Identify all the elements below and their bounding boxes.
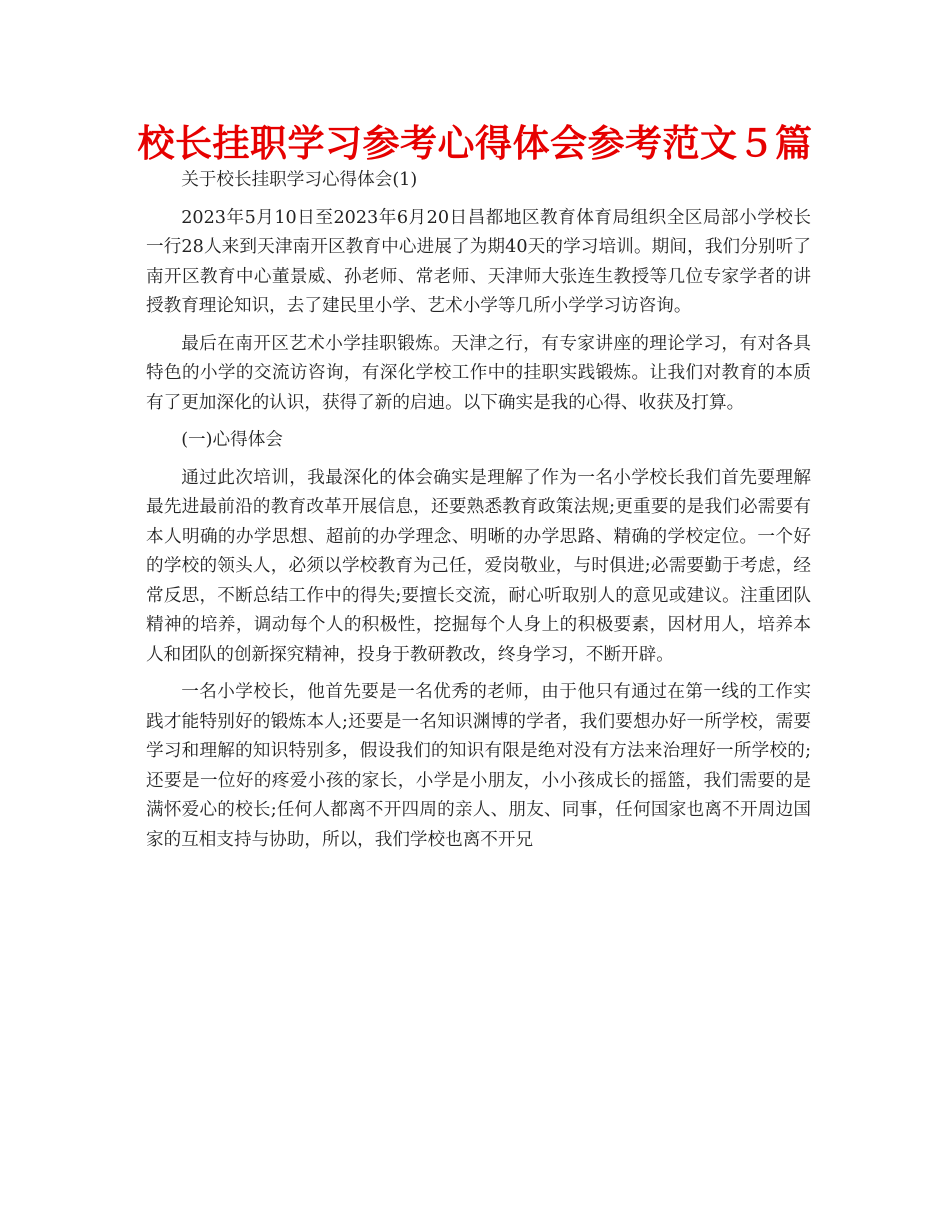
section-heading: (一)心得体会 [181,430,283,450]
body-paragraph: 2023年5月10日至2023年6月20日昌都地区教育体育局组织全区局部小学校长一行28人来到天津南开区教育中心进展了为期40天的学习培训。期间，我们分别听了南开区教育中心董景威、孙老师、常老师、天津师大张连生教授等几位专家学者的讲授教育理论知识，去了建民里小学、艺术小学等几所小学学习访咨询。 [146,207,811,316]
body-paragraph: 通过此次培训，我最深化的体会确实是理解了作为一名小学校长我们首先要理解最先进最前沿的教育改革开展信息，还要熟悉教育政策法规;更重要的是我们必需要有本人明确的办学思想、超前的办学理念、明晰的办学思路、精确的学校定位。一个好的学校的领头人，必须以学校教育为己任，爱岗敬业，与时俱进;必需要勤于考虑，经常反思，不断总结工作中的得失;要擅长交流，耐心听取别人的意见或建议。注重团队精神的培养，调动每个人的积极性，挖掘每个人身上的积极要素，因材用人，培养本人和团队的创新探究精神，投身于教研教改，终身学习，不断开辟。 [146,467,811,665]
body-paragraph: 一名小学校长，他首先要是一名优秀的老师，由于他只有通过在第一线的工作实践才能特别好的锻炼本人;还要是一名知识渊博的学者，我们要想办好一所学校，需要学习和理解的知识特别多，假设我们的知识有限是绝对没有方法来治理好一所学校的;还要是一位好的疼爱小孩的家长，小学是小朋友，小小孩成长的摇篮，我们需要的是满怀爱心的校长;任何人都离不开四周的亲人、朋友、同事，任何国家也离不开周边国家的互相支持与协助，所以，我们学校也离不开兄 [146,682,811,850]
section-subtitle: 关于校长挂职学习心得体会(1) [181,170,418,190]
document-title: 校长挂职学习参考心得体会参考范文５篇 [137,122,813,165]
document-body [146,166,811,863]
body-paragraph: 最后在南开区艺术小学挂职锻炼。天津之行，有专家讲座的理论学习，有对各具特色的小学的交流访咨询，有深化学校工作中的挂职实践锻炼。让我们对教育的本质有了更加深化的认识，获得了新的启迪。以下确实是我的心得、收获及打算。 [146,333,811,413]
